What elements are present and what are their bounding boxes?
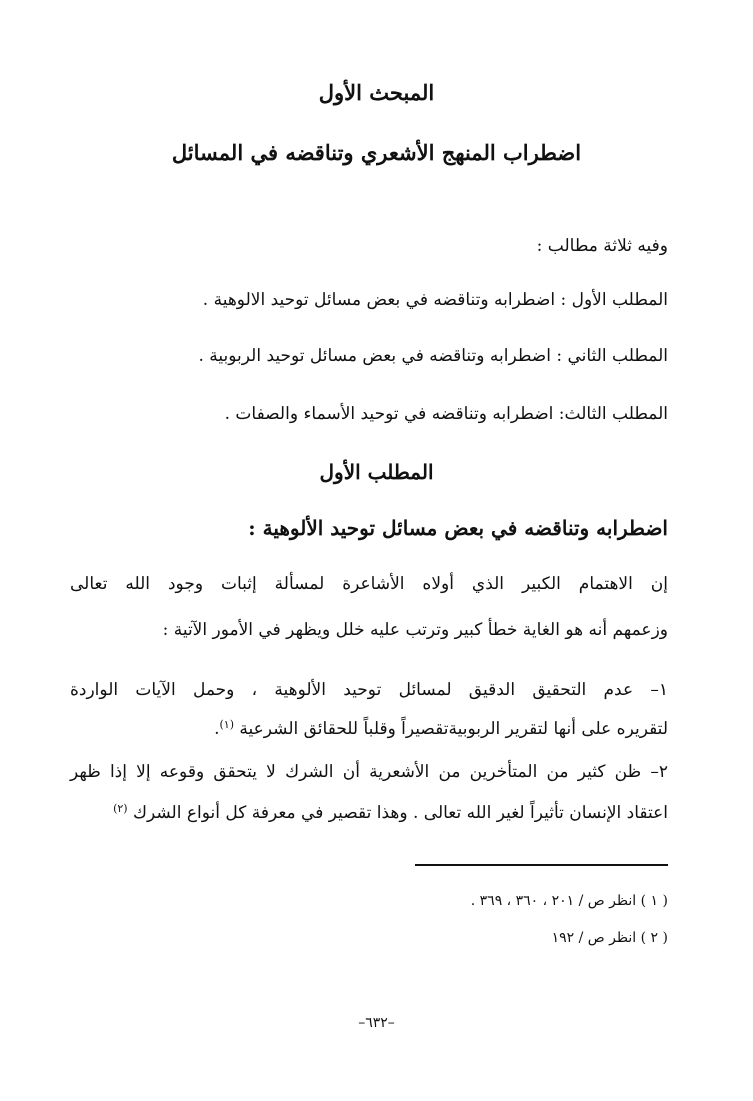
footnote-2: ( ٢ ) انظر ص / ١٩٢ bbox=[551, 930, 668, 946]
subsection-list-item-1: المطلب الأول : اضطرابه وتناقضه في بعض مسائل توحيد الالوهية . bbox=[202, 290, 668, 310]
point1-line-2-text: لتقريره على أنها لتقرير الربوبيةتقصيراً وقلباً للحقائق الشرعية bbox=[239, 719, 668, 739]
intro-text: وفيه ثلاثة مطالب : bbox=[536, 236, 668, 256]
paragraph-line-1: إن الاهتمام الكبير الذي أولاه الأشاعرة لمسألة إثبات وجود الله تعالى bbox=[70, 574, 668, 594]
subsection-heading: اضطرابه وتناقضه في بعض مسائل توحيد الألوهية : bbox=[248, 516, 668, 540]
point1-line-2 bbox=[214, 718, 668, 739]
point2-line-2-text: اعتقاد الإنسان تأثيراً لغير الله تعالى . وهذا تقصير في معرفة كل أنواع الشرك bbox=[132, 803, 668, 823]
paragraph-line-2: وزعمهم أنه هو الغاية خطأ كبير وترتب عليه خلل ويظهر في الأمور الآتية : bbox=[162, 620, 668, 640]
footnote-1: ( ١ ) انظر ص / ٢٠١ ، ٣٦٠ ، ٣٦٩ . bbox=[470, 893, 668, 909]
subsection-list-item-3: المطلب الثالث: اضطرابه وتناقضه في توحيد الأسماء والصفات . bbox=[224, 404, 668, 424]
subsection-title: المطلب الأول bbox=[319, 460, 434, 484]
page-number: –٦٣٢– bbox=[358, 1015, 395, 1031]
footnote-ref-1: (١) bbox=[219, 718, 234, 731]
point2-line-1: ٢– ظن كثير من المتأخرين من الأشعرية أن الشرك لا يتحقق وقوعه إلا إذا ظهر bbox=[70, 762, 668, 782]
point1-line-1: ١– عدم التحقيق الدقيق لمسائل توحيد الألوهية ، وحمل الآيات الواردة bbox=[70, 680, 668, 700]
section-subtitle: اضطراب المنهج الأشعري وتناقضه في المسائل bbox=[171, 140, 582, 165]
section-title: المبحث الأول bbox=[318, 80, 435, 105]
period: . bbox=[214, 719, 220, 739]
point2-line-2 bbox=[113, 802, 668, 823]
footnote-divider bbox=[415, 864, 668, 866]
subsection-list-item-2: المطلب الثاني : اضطرابه وتناقضه في بعض مسائل توحيد الربوبية . bbox=[198, 346, 668, 366]
footnote-ref-2: (٢) bbox=[113, 802, 128, 815]
